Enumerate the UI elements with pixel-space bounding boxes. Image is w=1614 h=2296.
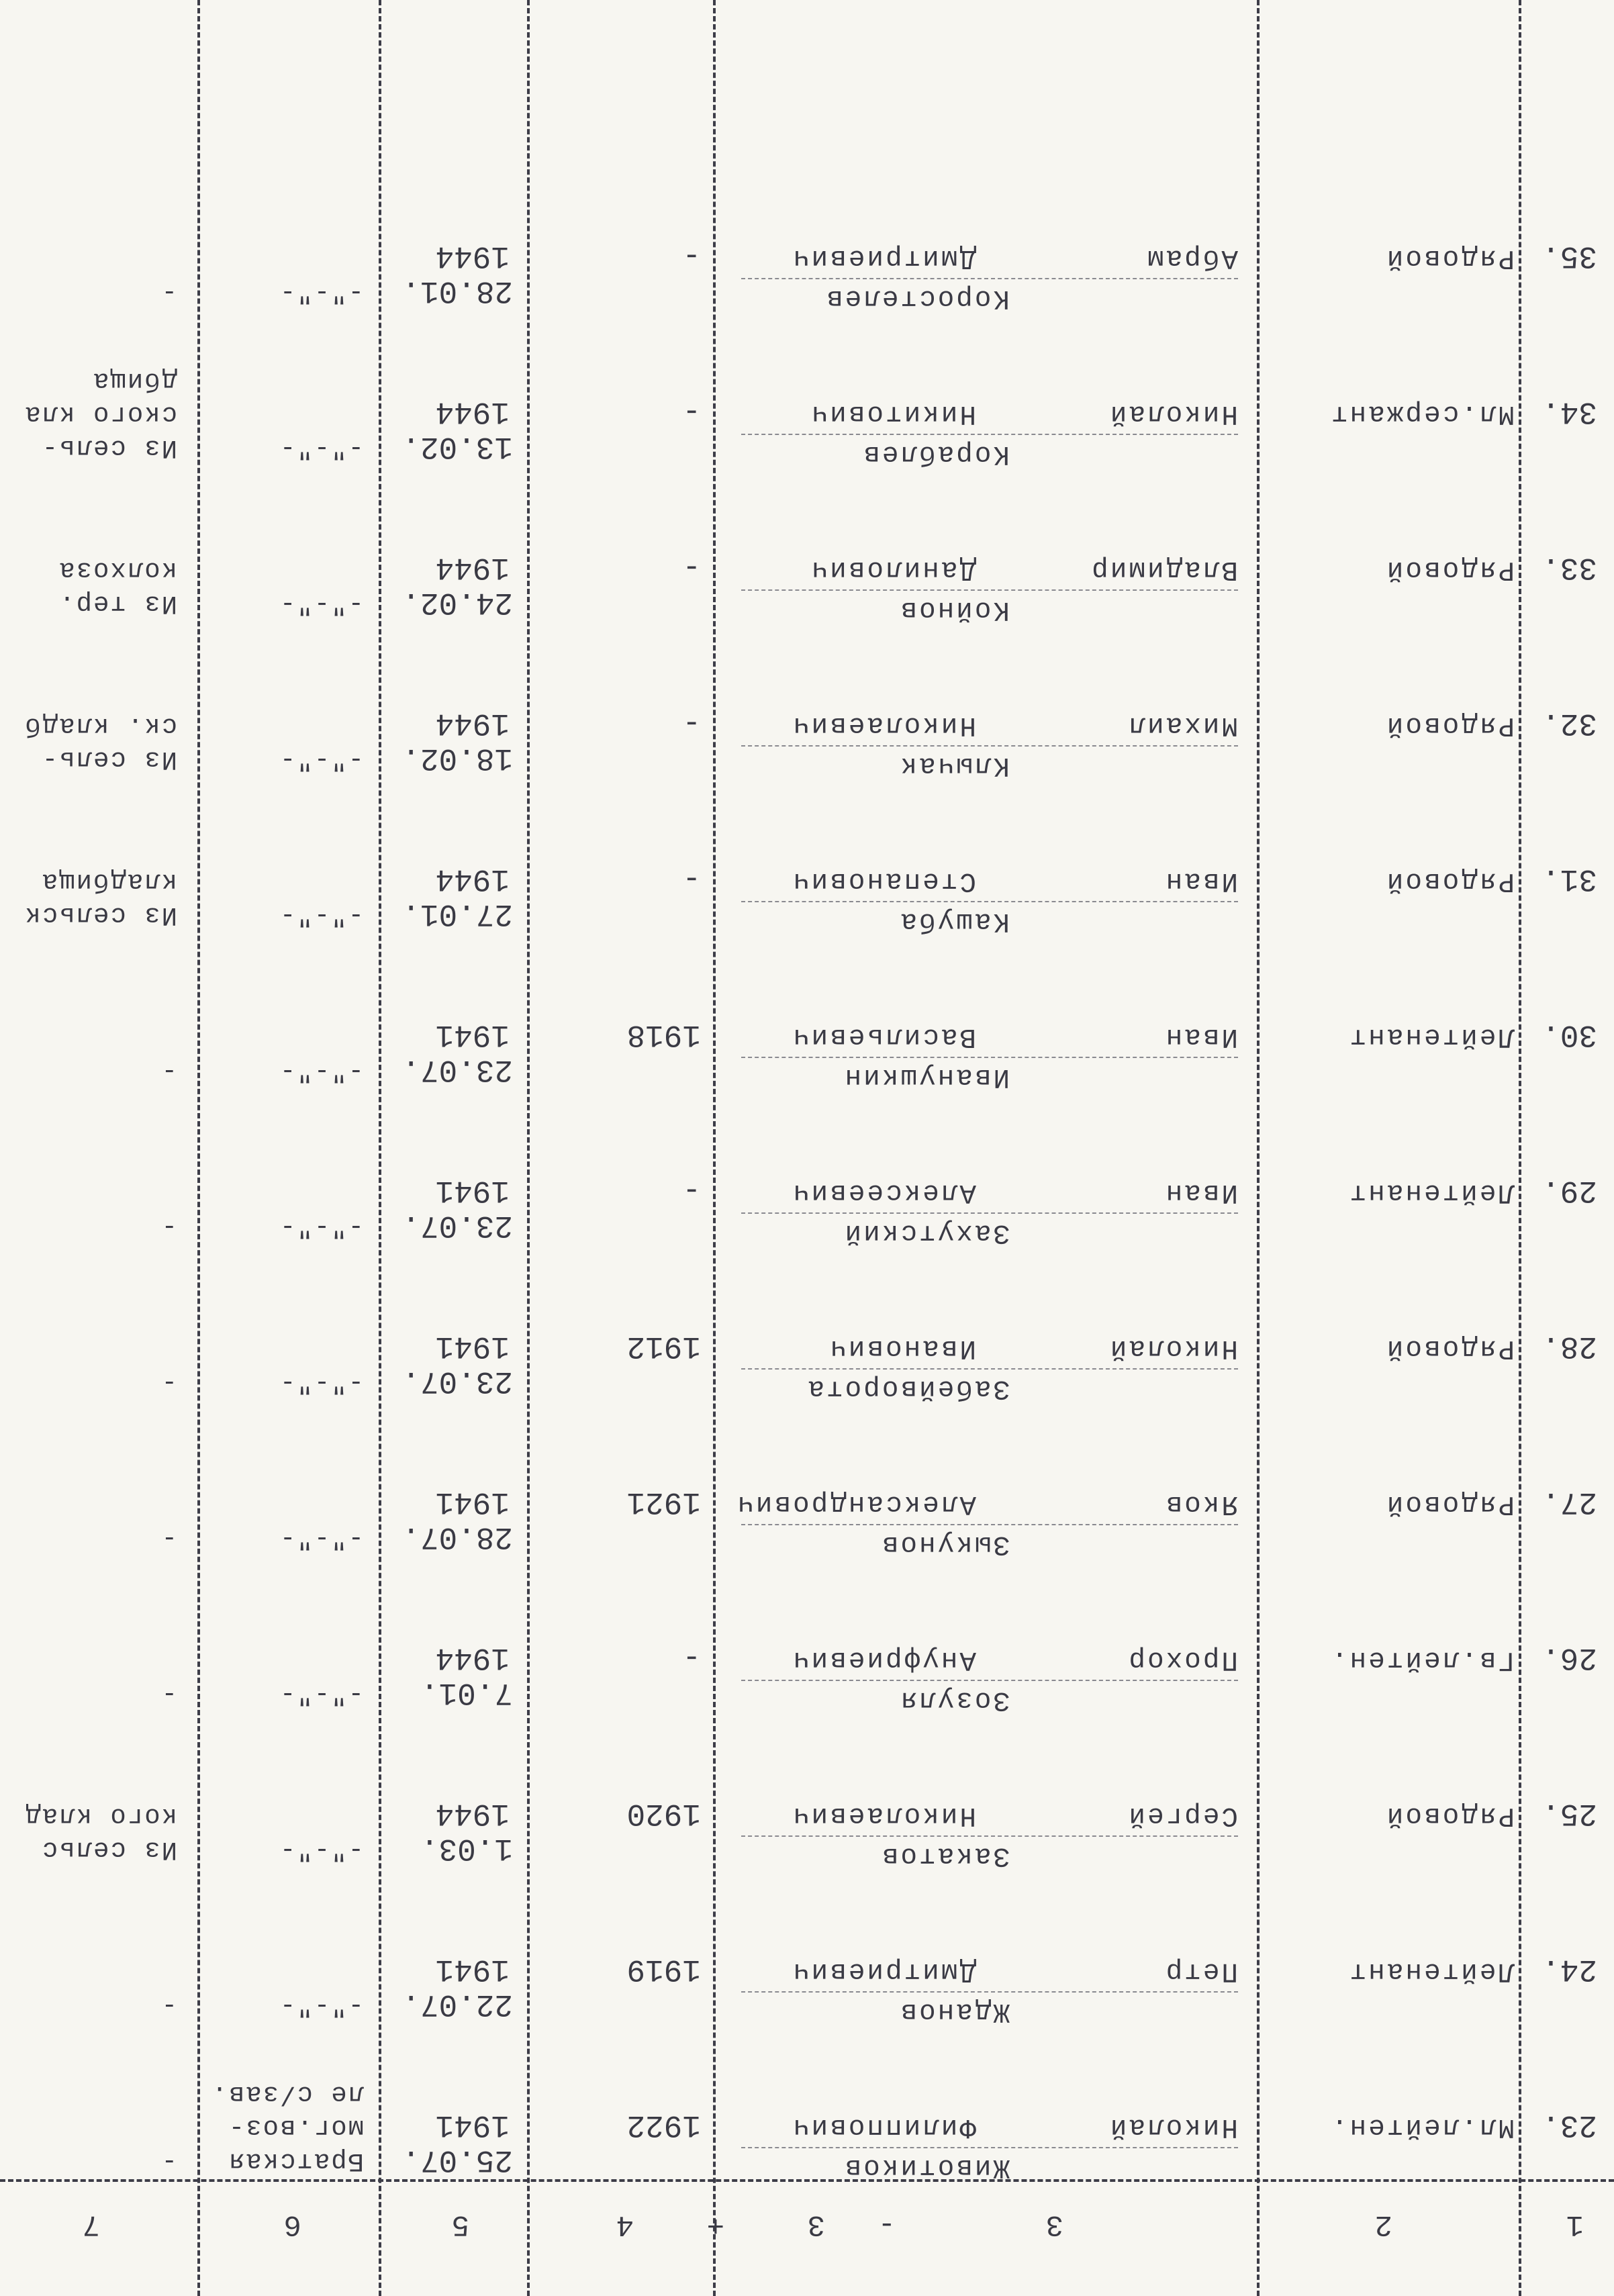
row-patronymic: Иванович bbox=[828, 1333, 976, 1364]
surname-underline bbox=[741, 278, 1238, 279]
row-number: 33. bbox=[1541, 550, 1597, 585]
row-rank: Рядовой bbox=[1384, 1333, 1515, 1364]
row-patronymic: Николаевич bbox=[790, 1800, 976, 1831]
row-birth-year: 1921 bbox=[626, 1484, 701, 1519]
row-death-year: 1941 bbox=[435, 1484, 510, 1519]
row-rank: Лейтенант bbox=[1347, 1177, 1515, 1208]
row-death-date: 28.07. bbox=[401, 1519, 513, 1554]
row-surname: Кашуба bbox=[898, 906, 1010, 937]
row-note: - bbox=[160, 1212, 177, 1241]
row-first-name: Михаил bbox=[1127, 710, 1238, 740]
row-death-date: 27.01. bbox=[401, 896, 513, 931]
row-first-name: Николай bbox=[1108, 2111, 1238, 2142]
row-birth-year: 1922 bbox=[626, 2107, 701, 2142]
col-border-1 bbox=[1519, 0, 1521, 2296]
row-surname: Зозуля bbox=[898, 1684, 1010, 1715]
row-burial-place: -"-"- bbox=[278, 1523, 364, 1553]
row-burial-place: -"-"- bbox=[278, 745, 364, 774]
row-note: - bbox=[160, 277, 177, 307]
row-note: - bbox=[160, 1679, 177, 1709]
row-death-year: 1944 bbox=[435, 861, 510, 896]
row-patronymic: Васильевич bbox=[790, 1021, 976, 1052]
header-col-5: 5 bbox=[451, 2207, 469, 2241]
row-first-name: Абрам bbox=[1145, 242, 1238, 273]
row-death-year: 1944 bbox=[435, 1640, 510, 1675]
row-birth-year: - bbox=[682, 550, 701, 585]
row-burial-place: -"-"- bbox=[278, 1368, 364, 1397]
row-birth-year: 1919 bbox=[626, 1952, 701, 1987]
row-birth-year: 1912 bbox=[626, 1329, 701, 1364]
row-death-year: 1944 bbox=[435, 706, 510, 740]
row-note: колхоза bbox=[58, 555, 177, 585]
row-note: ского кла bbox=[23, 399, 177, 429]
row-birth-year: 1918 bbox=[626, 1017, 701, 1052]
row-note: - bbox=[160, 1523, 177, 1553]
row-death-date: 1.03. bbox=[420, 1831, 513, 1866]
row-patronymic: Никитович bbox=[809, 398, 976, 429]
header-dash: - bbox=[877, 2207, 896, 2241]
row-burial-place: -"-"- bbox=[278, 1056, 364, 1086]
row-surname: Иванушкин bbox=[843, 1061, 1010, 1092]
row-birth-year: - bbox=[682, 394, 701, 429]
row-death-year: 1941 bbox=[435, 1952, 510, 1987]
col-border-4 bbox=[527, 0, 530, 2296]
row-number: 24. bbox=[1541, 1952, 1597, 1987]
row-patronymic: Степанович bbox=[790, 865, 976, 896]
surname-underline bbox=[741, 2147, 1238, 2148]
row-death-year: 1944 bbox=[435, 394, 510, 429]
row-first-name: Яков bbox=[1164, 1488, 1238, 1519]
row-rank: Лейтенант bbox=[1347, 1021, 1515, 1052]
row-patronymic: Николаевич bbox=[790, 710, 976, 740]
row-burial-place: -"-"- bbox=[278, 589, 364, 618]
row-rank: Мл.лейтен. bbox=[1329, 2111, 1515, 2142]
row-birth-year: - bbox=[682, 238, 701, 273]
row-patronymic: Александрович bbox=[735, 1488, 976, 1519]
row-burial-place: Братская bbox=[227, 2146, 364, 2176]
row-note: ск. кладб bbox=[23, 711, 177, 740]
row-note: Из тер. bbox=[58, 589, 177, 618]
header-col-2: 2 bbox=[1374, 2207, 1392, 2241]
row-death-date: 22.07. bbox=[401, 1987, 513, 2021]
surname-underline bbox=[741, 901, 1238, 902]
row-number: 30. bbox=[1541, 1017, 1597, 1052]
row-death-year: 1944 bbox=[435, 1796, 510, 1831]
row-death-year: 1944 bbox=[435, 550, 510, 585]
row-burial-place: -"-"- bbox=[278, 277, 364, 307]
row-burial-place: мог.воз- bbox=[227, 2113, 364, 2142]
surname-underline bbox=[741, 1368, 1238, 1370]
row-number: 25. bbox=[1541, 1796, 1597, 1831]
surname-underline bbox=[741, 434, 1238, 435]
row-death-date: 18.02. bbox=[401, 740, 513, 775]
row-first-name: Владимир bbox=[1090, 554, 1238, 585]
row-surname: Коростелев bbox=[824, 283, 1010, 314]
row-first-name: Петр bbox=[1164, 1956, 1238, 1987]
row-patronymic: Филиппович bbox=[790, 2111, 976, 2142]
row-number: 34. bbox=[1541, 394, 1597, 429]
row-surname: Койнов bbox=[898, 594, 1010, 625]
row-birth-year: - bbox=[682, 861, 701, 896]
row-death-date: 23.07. bbox=[401, 1364, 513, 1398]
row-first-name: Иван bbox=[1164, 865, 1238, 896]
row-first-name: Иван bbox=[1164, 1177, 1238, 1208]
row-number: 28. bbox=[1541, 1329, 1597, 1364]
row-death-date: 28.01. bbox=[401, 273, 513, 308]
row-surname: Клычак bbox=[898, 750, 1010, 781]
row-rank: Лейтенант bbox=[1347, 1956, 1515, 1987]
surname-underline bbox=[741, 1991, 1238, 1993]
row-number: 32. bbox=[1541, 706, 1597, 740]
surname-underline bbox=[741, 1212, 1238, 1214]
row-death-date: 24.02. bbox=[401, 585, 513, 620]
row-number: 23. bbox=[1541, 2107, 1597, 2142]
row-rank: Рядовой bbox=[1384, 554, 1515, 585]
header-col-7: 7 bbox=[82, 2207, 100, 2241]
row-note: кого клад bbox=[23, 1801, 177, 1831]
header-col-3b: 3 bbox=[807, 2207, 825, 2241]
row-death-year: 1941 bbox=[435, 1173, 510, 1208]
row-rank: Рядовой bbox=[1384, 865, 1515, 896]
row-rank: Рядовой bbox=[1384, 1800, 1515, 1831]
col-border-3 bbox=[713, 0, 716, 2296]
row-death-date: 7.01. bbox=[420, 1675, 513, 1710]
row-first-name: Николай bbox=[1108, 1333, 1238, 1364]
row-note: Из сельс bbox=[40, 1835, 177, 1864]
header-divider bbox=[0, 2179, 1614, 2182]
row-note: - bbox=[160, 1056, 177, 1086]
row-patronymic: Дмитриевич bbox=[790, 242, 976, 273]
row-rank: Рядовой bbox=[1384, 1488, 1515, 1519]
row-rank: Рядовой bbox=[1384, 242, 1515, 273]
row-patronymic: Ануфриевич bbox=[790, 1644, 976, 1675]
row-death-year: 1941 bbox=[435, 2107, 510, 2142]
header-col-1: 1 bbox=[1566, 2207, 1584, 2241]
surname-underline bbox=[741, 1057, 1238, 1058]
header-col-3: 3 bbox=[1045, 2207, 1063, 2241]
row-death-date: 13.02. bbox=[401, 429, 513, 464]
row-surname: Зыкунов bbox=[880, 1529, 1010, 1560]
row-note: кладбища bbox=[40, 867, 177, 896]
row-note: дбища bbox=[91, 366, 177, 395]
row-number: 31. bbox=[1541, 861, 1597, 896]
row-note: Из сельск bbox=[23, 900, 177, 930]
row-death-date: 23.07. bbox=[401, 1052, 513, 1087]
row-death-date: 23.07. bbox=[401, 1208, 513, 1243]
row-note: - bbox=[160, 1368, 177, 1397]
header-col-4: 4 bbox=[616, 2207, 634, 2241]
row-birth-year: - bbox=[682, 1173, 701, 1208]
row-surname: Забейворота bbox=[806, 1373, 1010, 1404]
row-number: 27. bbox=[1541, 1484, 1597, 1519]
row-first-name: Прохор bbox=[1127, 1644, 1238, 1675]
row-death-year: 1944 bbox=[435, 238, 510, 273]
surname-underline bbox=[741, 1680, 1238, 1681]
row-first-name: Николай bbox=[1108, 398, 1238, 429]
header-plus: + bbox=[706, 2207, 724, 2241]
row-surname: Захутский bbox=[843, 1217, 1010, 1248]
row-burial-place: -"-"- bbox=[278, 900, 364, 930]
row-first-name: Сергей bbox=[1127, 1800, 1238, 1831]
row-patronymic: Алексеевич bbox=[790, 1177, 976, 1208]
row-patronymic: Дмитриевич bbox=[790, 1956, 976, 1987]
row-burial-place: -"-"- bbox=[278, 1679, 364, 1709]
row-note: Из сель- bbox=[40, 745, 177, 774]
col-border-6 bbox=[197, 0, 200, 2296]
row-burial-place: -"-"- bbox=[278, 433, 364, 463]
header-col-6: 6 bbox=[283, 2207, 301, 2241]
row-birth-year: 1920 bbox=[626, 1796, 701, 1831]
row-burial-place: ле с/зав. bbox=[210, 2079, 364, 2109]
row-surname: Кораблев bbox=[861, 438, 1010, 469]
row-first-name: Иван bbox=[1164, 1021, 1238, 1052]
row-death-date: 25.07. bbox=[401, 2142, 513, 2177]
row-patronymic: Данилович bbox=[809, 554, 976, 585]
row-death-year: 1941 bbox=[435, 1017, 510, 1052]
row-burial-place: -"-"- bbox=[278, 1212, 364, 1241]
row-note: - bbox=[160, 1991, 177, 2020]
row-note: - bbox=[160, 2146, 177, 2176]
surname-underline bbox=[741, 745, 1238, 747]
surname-underline bbox=[741, 1835, 1238, 1837]
col-border-2 bbox=[1257, 0, 1260, 2296]
row-surname: Закатов bbox=[880, 1840, 1010, 1871]
row-burial-place: -"-"- bbox=[278, 1835, 364, 1864]
surname-underline bbox=[741, 1524, 1238, 1525]
row-surname: Жданов bbox=[898, 1996, 1010, 2027]
row-death-year: 1941 bbox=[435, 1329, 510, 1364]
col-border-5 bbox=[379, 0, 381, 2296]
row-number: 26. bbox=[1541, 1640, 1597, 1675]
row-burial-place: -"-"- bbox=[278, 1991, 364, 2020]
row-number: 35. bbox=[1541, 238, 1597, 273]
row-note: Из сель- bbox=[40, 433, 177, 463]
row-rank: Рядовой bbox=[1384, 710, 1515, 740]
row-rank: Гв.лейтен. bbox=[1329, 1644, 1515, 1675]
row-birth-year: - bbox=[682, 706, 701, 740]
row-birth-year: - bbox=[682, 1640, 701, 1675]
surname-underline bbox=[741, 589, 1238, 591]
row-surname: Животиков bbox=[843, 2152, 1010, 2183]
row-number: 29. bbox=[1541, 1173, 1597, 1208]
row-rank: Мл.сержант bbox=[1329, 398, 1515, 429]
